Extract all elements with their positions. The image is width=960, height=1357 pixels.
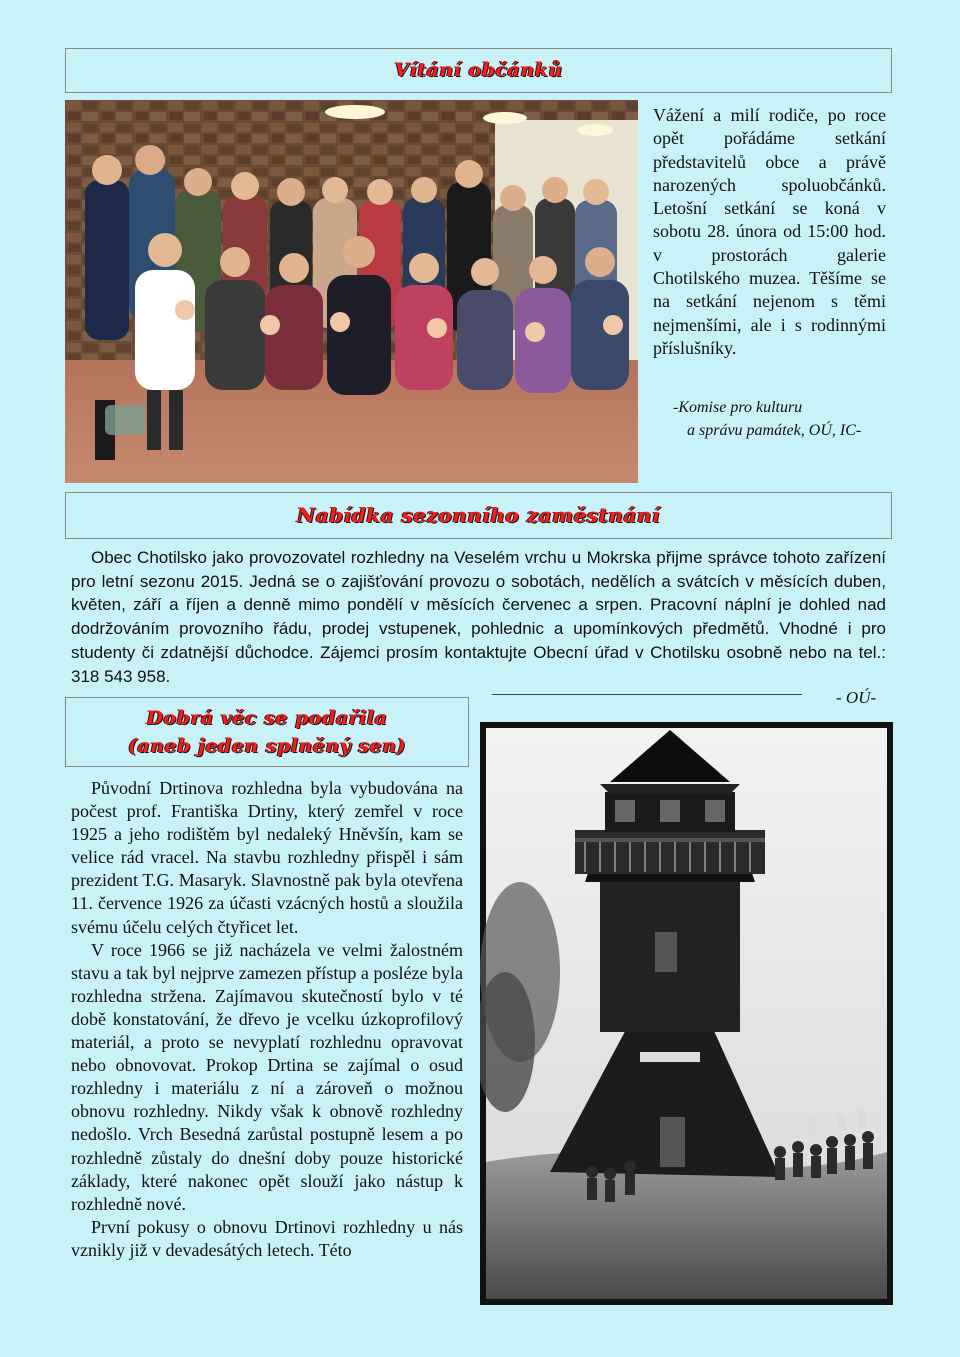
divider-line — [492, 694, 802, 695]
job-offer-text — [71, 546, 886, 688]
welcome-text: Vážení a milí rodiče, po roce opět pořádáme setkání představitelů obce a právě narozených spoluobčánků. Letošní setkání se koná v sobotu 28. února od 15:00 hod. v prostorách galerie Chotilského muzea. Těšíme se na setkání nejenom s těmi nejmenšími, ale i s rodinnými příslušníky. — [653, 105, 886, 358]
tower-story-text — [71, 777, 463, 1262]
section-title-tower-line2: (aneb jeden splněný sen) — [127, 735, 407, 757]
section-title-tower — [66, 698, 468, 760]
welcome-signature — [653, 396, 886, 442]
job-offer-signature: - OÚ- — [836, 688, 877, 707]
welcome-signature-line1: -Komise pro kulturu — [673, 399, 803, 416]
section-title-box-job — [65, 492, 892, 539]
section-title-welcome: Vítání občánků — [394, 59, 563, 81]
welcome-signature-line2: a správu památek, OÚ, IC- — [687, 422, 862, 439]
tower-story-paragraph-2: V roce 1966 se již nacházela ve velmi žalostném stavu a tak byl nejprve zamezen přístup a posléze byla rozhledna stržena. Zajímavou skutečností bylo v té době konstatování, že dřevo je vcelku úzkoprofilový materiál, a proto se nevyplatí rozhlednu opravovat nebo obnovovat. Prokop Drtina se zajímal o osud rozhledny i materiálu z ní a zároveň o možnou obnovu rozhledny. Nikdy však k obnově rozhledny nedošlo. Vrch Besedná zarůstal postupně lesem a po rozhledně zůstaly do dnešní doby pouze historické základy, které nakonec opět slouží jako nástup k rozhledně nové. — [71, 939, 463, 1214]
section-title-box-welcome — [65, 48, 892, 93]
photo-historic-tower — [480, 722, 893, 1305]
tower-story-paragraph-1: Původní Drtinova rozhledna byla vybudována na počest prof. Františka Drtiny, který zemřel v roce 1925 a jeho rodištěm byl nedaleký Hněvšín, kam se velice rád vracel. Na stavbu rozhledny přispěl i sám prezident T.G. Masaryk. Slavnostně pak byla otevřena 11. července 1926 za účasti vzácných hostů a sloužila svému účelu celých čtyřicet let. — [71, 778, 463, 937]
section-title-job: Nabídka sezonního zaměstnání — [296, 503, 661, 527]
tower-story-paragraph-3: První pokusy o obnovu Drtinovi rozhledny u nás vznikly již v devadesátých letech. Této — [71, 1216, 463, 1260]
job-offer-paragraph: Obec Chotilsko jako provozovatel rozhledny na Veselém vrchu u Mokrska přijme správce tohoto zařízení pro letní sezonu 2015. Jedná se o zajišťování provozu o sobotách, nedělích a svátcích v měsících duben, květen, září a říjen a denně mimo pondělí v měsících červenec a srpen. Pracovní náplní je dohled nad dodržováním provozního řádu, prodej vstupenek, pohlednic a upomínkových předmětů. Vhodné i pro studenty či zdatnější důchodce. Zájemci prosím kontaktujte Obecní úřad v Chotilsku osobně nebo na tel.: 318 543 958. — [71, 548, 886, 686]
section-title-tower-line1: Dobrá věc se podařila — [146, 707, 388, 729]
photo-group-families — [65, 100, 638, 483]
section-title-box-tower — [65, 697, 469, 767]
